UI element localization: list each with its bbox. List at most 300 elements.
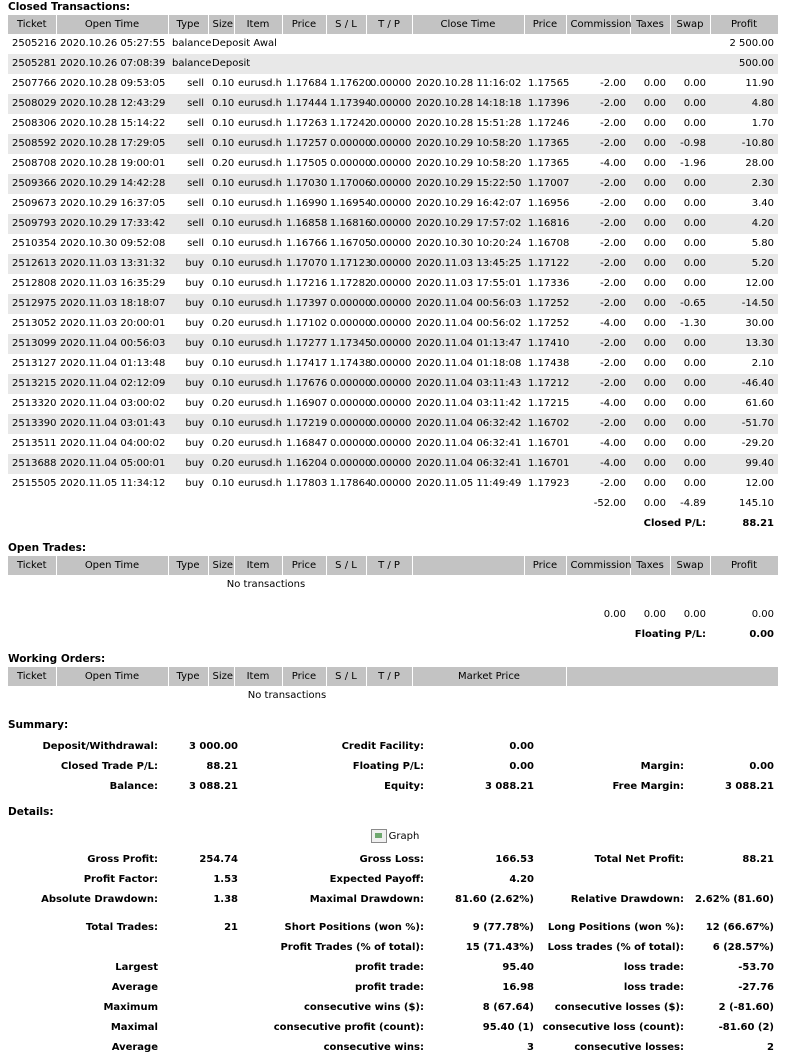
close-time-cell: 2020.11.04 00:56:02 — [416, 318, 522, 329]
ticket-cell: 2505216 — [12, 38, 57, 49]
open-price-cell: 1.17102 — [286, 318, 328, 329]
trade-row — [8, 434, 778, 454]
item-cell: eurusd.h — [234, 214, 282, 234]
column-header — [566, 667, 778, 686]
commission-cell: -2.00 — [566, 294, 630, 314]
tp-cell: 0.00000 — [370, 398, 412, 409]
column-header: Item — [234, 667, 282, 686]
tp-cell: 0.00000 — [366, 134, 412, 154]
column-header: Swap — [670, 15, 710, 34]
open-price-cell: 1.16907 — [286, 398, 328, 409]
open-time-cell: 2020.11.04 01:13:48 — [60, 358, 166, 369]
column-header: Swap — [670, 556, 710, 575]
open-price-cell: 1.16858 — [282, 214, 326, 234]
open-price-cell: 1.17216 — [286, 278, 328, 289]
profit-cell: 4.20 — [710, 214, 778, 234]
commission-cell: -2.00 — [600, 118, 626, 129]
trade-row — [8, 94, 778, 114]
details-label: Total Net Profit: — [594, 854, 684, 865]
close-time-cell: 2020.10.29 10:58:20 — [412, 134, 524, 154]
details-value: 88.21 — [742, 854, 774, 865]
floating-pl-value: 0.00 — [749, 629, 774, 640]
open-time-cell: 2020.10.28 12:43:29 — [56, 94, 168, 114]
ticket-cell: 2513099 — [8, 334, 56, 354]
close-price-cell: 1.17252 — [524, 294, 566, 314]
sl-cell: 1.16954 — [330, 198, 372, 209]
open-price-cell: 1.17676 — [282, 374, 326, 394]
open-price-cell: 1.16204 — [282, 454, 326, 474]
open-time-cell: 2020.10.28 17:29:05 — [56, 134, 168, 154]
details-value: 95.40 (1) — [482, 1022, 534, 1033]
spacer-cell — [8, 494, 566, 514]
sl-cell: 1.17006 — [326, 174, 366, 194]
open-price-cell: 1.16847 — [286, 438, 328, 449]
item-cell: eurusd.h — [238, 78, 283, 89]
balance-row — [8, 34, 778, 54]
close-price-cell: 1.16816 — [524, 214, 566, 234]
open-price-cell: 1.17277 — [282, 334, 326, 354]
balance-label: Balance: — [109, 781, 158, 792]
item-cell: eurusd.h — [238, 358, 283, 369]
type-cell: buy — [168, 414, 208, 434]
sl-cell: 0.00000 — [326, 414, 366, 434]
item-cell: eurusd.h — [238, 438, 283, 449]
summary-table — [8, 737, 778, 797]
commission-cell: -4.00 — [600, 438, 626, 449]
open-empty-row — [8, 575, 778, 595]
profit-cell: 12.00 — [745, 478, 774, 489]
ticket-cell: 2508708 — [12, 158, 57, 169]
details-value: 1.53 — [213, 874, 238, 885]
type-cell: balance — [172, 38, 212, 49]
trade-row — [8, 294, 778, 314]
details-row — [8, 890, 778, 910]
tp-cell: 0.00000 — [370, 438, 412, 449]
swap-cell: 0.00 — [670, 214, 710, 234]
sl-cell: 1.17620 — [330, 78, 372, 89]
commission-cell: -2.00 — [600, 358, 626, 369]
details-row — [8, 1038, 778, 1058]
size-cell: 0.10 — [208, 294, 234, 314]
taxes-cell: 0.00 — [630, 174, 670, 194]
column-header: Size — [208, 556, 234, 575]
column-header: Type — [168, 556, 208, 575]
sl-cell: 1.16705 — [330, 238, 372, 249]
tp-cell: 0.00000 — [370, 78, 412, 89]
details-row — [8, 938, 778, 958]
sl-cell: 0.00000 — [326, 134, 366, 154]
sl-cell: 0.00000 — [330, 318, 372, 329]
deposit-label: Deposit/Withdrawal: — [42, 741, 158, 752]
profit-cell: 500.00 — [710, 54, 778, 74]
item-cell: eurusd.h — [238, 118, 283, 129]
graph-placeholder — [4, 826, 786, 848]
credit-value: 0.00 — [509, 741, 534, 752]
open-price-cell: 1.17030 — [282, 174, 326, 194]
total-profit: 0.00 — [751, 609, 774, 620]
close-time-cell: 2020.10.28 15:51:28 — [416, 118, 522, 129]
trade-row — [8, 174, 778, 194]
column-header: T / P — [366, 667, 412, 686]
swap-cell: 0.00 — [683, 238, 706, 249]
working-empty-row — [8, 686, 778, 706]
close-price-cell: 1.17215 — [528, 398, 570, 409]
column-header: Size — [208, 667, 234, 686]
taxes-cell: 0.00 — [643, 358, 666, 369]
details-label: Long Positions (won %): — [547, 922, 684, 933]
trade-row — [8, 354, 778, 374]
type-cell: sell — [168, 214, 208, 234]
column-header: Profit — [710, 556, 778, 575]
ticket-cell: 2512975 — [8, 294, 56, 314]
item-cell: eurusd.h — [238, 198, 283, 209]
column-header: Commission — [566, 556, 630, 575]
size-cell: 0.10 — [208, 254, 234, 274]
tp-cell: 0.00000 — [370, 278, 412, 289]
commission-cell: -2.00 — [566, 334, 630, 354]
type-cell: sell — [187, 118, 204, 129]
details-value: -27.76 — [738, 982, 774, 993]
type-cell: buy — [168, 294, 208, 314]
size-cell: 0.10 — [212, 238, 235, 249]
profit-cell: -46.40 — [710, 374, 778, 394]
open-time-cell: 2020.10.28 19:00:01 — [60, 158, 166, 169]
details-label: Maximal Drawdown: — [309, 894, 424, 905]
tp-cell: 0.00000 — [370, 238, 412, 249]
close-price-cell: 1.17336 — [528, 278, 570, 289]
open-time-cell: 2020.10.26 07:08:39 — [56, 54, 168, 74]
details-value: 3 — [527, 1042, 534, 1053]
type-cell: buy — [185, 478, 204, 489]
size-cell: 0.10 — [212, 478, 235, 489]
details-value: 166.53 — [495, 854, 534, 865]
open-time-cell: 2020.11.03 13:31:32 — [56, 254, 168, 274]
column-header: Type — [168, 667, 208, 686]
ticket-cell: 2508306 — [12, 118, 57, 129]
column-header: Price — [524, 556, 566, 575]
sl-cell: 1.17394 — [326, 94, 366, 114]
swap-cell: 0.00 — [670, 174, 710, 194]
sl-cell: 0.00000 — [330, 438, 372, 449]
ticket-cell: 2513127 — [12, 358, 57, 369]
details-value: 12 (66.67%) — [705, 922, 774, 933]
details-label: loss trade: — [623, 962, 684, 973]
details-label: consecutive wins: — [323, 1042, 424, 1053]
column-header: S / L — [326, 15, 366, 34]
closed-transactions-table — [8, 15, 779, 534]
commission-cell: -4.00 — [600, 158, 626, 169]
open-price-cell: 1.17417 — [286, 358, 328, 369]
sl-cell: 0.00000 — [326, 374, 366, 394]
working-orders-title: Working Orders: — [8, 653, 106, 665]
deposit-value: 3 000.00 — [188, 741, 238, 752]
open-price-cell: 1.17263 — [286, 118, 328, 129]
profit-cell: 5.80 — [751, 238, 774, 249]
profit-cell: 12.00 — [745, 278, 774, 289]
open-time-cell: 2020.11.05 11:34:12 — [60, 478, 166, 489]
swap-cell: 0.00 — [683, 478, 706, 489]
close-time-cell: 2020.11.03 13:45:25 — [412, 254, 524, 274]
close-price-cell: 1.17365 — [524, 134, 566, 154]
swap-cell: 0.00 — [670, 374, 710, 394]
spacer-cell — [524, 575, 778, 595]
taxes-cell: 0.00 — [630, 334, 670, 354]
open-price-cell: 1.17397 — [282, 294, 326, 314]
close-time-cell: 2020.10.28 14:18:18 — [412, 94, 524, 114]
open-time-cell: 2020.10.26 05:27:55 — [60, 38, 166, 49]
details-label: Average — [111, 982, 158, 993]
details-label: Profit Trades (% of total): — [280, 942, 424, 953]
size-cell: 0.10 — [208, 174, 234, 194]
tp-cell: 0.00000 — [370, 158, 412, 169]
details-row — [8, 998, 778, 1018]
type-cell: buy — [185, 438, 204, 449]
taxes-cell: 0.00 — [630, 254, 670, 274]
details-label: Gross Profit: — [87, 854, 158, 865]
item-cell: eurusd.h — [234, 454, 282, 474]
details-row — [8, 1018, 778, 1038]
profit-cell: 2.30 — [710, 174, 778, 194]
close-price-cell: 1.16702 — [524, 414, 566, 434]
tp-cell: 0.00000 — [370, 318, 412, 329]
open-time-cell: 2020.10.29 16:37:05 — [60, 198, 166, 209]
type-cell: buy — [185, 398, 204, 409]
column-header: Ticket — [8, 667, 56, 686]
tp-cell: 0.00000 — [370, 358, 412, 369]
details-value — [162, 938, 242, 958]
details-label: Expected Payoff: — [329, 874, 424, 885]
type-cell: sell — [168, 174, 208, 194]
taxes-cell: 0.00 — [630, 94, 670, 114]
open-price-cell: 1.16990 — [286, 198, 328, 209]
close-time-cell: 2020.11.04 03:11:42 — [416, 398, 522, 409]
swap-cell: 0.00 — [683, 278, 706, 289]
details-label: Total Trades: — [85, 922, 158, 933]
open-price-cell: 1.17505 — [286, 158, 328, 169]
spacer-cell — [8, 595, 778, 605]
taxes-cell: 0.00 — [643, 318, 666, 329]
profit-cell: -51.70 — [710, 414, 778, 434]
taxes-cell: 0.00 — [630, 294, 670, 314]
details-label: Relative Drawdown: — [570, 894, 684, 905]
commission-cell: -2.00 — [566, 134, 630, 154]
close-price-cell: 1.17923 — [528, 478, 570, 489]
size-cell: 0.20 — [212, 318, 235, 329]
column-header — [412, 556, 524, 575]
details-row — [8, 870, 778, 890]
column-header: T / P — [366, 15, 412, 34]
close-time-cell: 2020.11.03 17:55:01 — [416, 278, 522, 289]
trade-row — [8, 474, 778, 494]
open-price-cell: 1.17219 — [282, 414, 326, 434]
ticket-cell: 2512613 — [8, 254, 56, 274]
ticket-cell: 2505281 — [8, 54, 56, 74]
profit-cell: 4.80 — [710, 94, 778, 114]
details-value: -81.60 (2) — [718, 1022, 774, 1033]
details-label: loss trade: — [623, 982, 684, 993]
close-price-cell: 1.17122 — [524, 254, 566, 274]
swap-cell: 0.00 — [670, 414, 710, 434]
details-label: Gross Loss: — [359, 854, 424, 865]
type-cell: sell — [187, 198, 204, 209]
tp-cell: 0.00000 — [366, 94, 412, 114]
column-header: Market Price — [412, 667, 566, 686]
close-price-cell: 1.17212 — [524, 374, 566, 394]
swap-cell: 0.00 — [683, 438, 706, 449]
details-value — [162, 1018, 242, 1038]
item-cell: eurusd.h — [238, 278, 283, 289]
type-cell: sell — [168, 134, 208, 154]
details-label: consecutive losses: — [574, 1042, 684, 1053]
details-value: 95.40 — [502, 962, 534, 973]
sl-cell: 1.16816 — [326, 214, 366, 234]
open-time-cell: 2020.11.04 02:12:09 — [56, 374, 168, 394]
open-time-cell: 2020.11.04 05:00:01 — [56, 454, 168, 474]
close-time-cell: 2020.11.04 03:11:43 — [412, 374, 524, 394]
equity-value: 3 088.21 — [484, 781, 534, 792]
type-cell: buy — [185, 278, 204, 289]
details-value: 8 (67.64) — [482, 1002, 534, 1013]
size-cell: 0.10 — [212, 118, 235, 129]
equity-label: Equity: — [384, 781, 424, 792]
ticket-cell: 2513390 — [8, 414, 56, 434]
close-price-cell: 1.17365 — [528, 158, 570, 169]
details-row — [8, 918, 778, 938]
open-time-cell: 2020.10.28 09:53:05 — [60, 78, 166, 89]
column-header: Item — [234, 15, 282, 34]
details-row — [8, 850, 778, 870]
trade-row — [8, 314, 778, 334]
item-cell: eurusd.h — [238, 238, 283, 249]
closed-transactions-title: Closed Transactions: — [8, 1, 131, 13]
details-label: Largest — [115, 962, 158, 973]
details-value: 2 (-81.60) — [718, 1002, 774, 1013]
margin-value: 0.00 — [749, 761, 774, 772]
description-cell: Deposit Awal — [212, 38, 277, 49]
tp-cell: 0.00000 — [366, 214, 412, 234]
item-cell: eurusd.h — [234, 414, 282, 434]
summary-title: Summary: — [8, 719, 69, 731]
balance-row — [8, 54, 778, 74]
details-value: 16.98 — [502, 982, 534, 993]
tp-cell: 0.00000 — [366, 374, 412, 394]
swap-cell: -0.98 — [670, 134, 710, 154]
close-price-cell: 1.17246 — [528, 118, 570, 129]
taxes-cell: 0.00 — [630, 374, 670, 394]
details-value: 1.38 — [213, 894, 238, 905]
commission-cell: -2.00 — [566, 254, 630, 274]
total-commission: -52.00 — [593, 498, 626, 509]
sl-cell: 0.00000 — [330, 158, 372, 169]
open-blank-row — [8, 595, 778, 605]
ticket-cell: 2513688 — [8, 454, 56, 474]
open-time-cell: 2020.10.28 15:14:22 — [60, 118, 166, 129]
ticket-cell: 2515505 — [12, 478, 57, 489]
swap-cell: -1.30 — [680, 318, 706, 329]
details-label: Loss trades (% of total): — [547, 942, 684, 953]
details-label: consecutive losses ($): — [554, 1002, 684, 1013]
swap-cell: 0.00 — [683, 398, 706, 409]
close-time-cell: 2020.10.29 16:42:07 — [416, 198, 522, 209]
taxes-cell: 0.00 — [643, 438, 666, 449]
close-price-cell: 1.16956 — [528, 198, 570, 209]
commission-cell: -2.00 — [600, 198, 626, 209]
commission-cell: -4.00 — [566, 454, 630, 474]
details-label: Short Positions (won %): — [284, 922, 424, 933]
balance-value: 3 088.21 — [188, 781, 238, 792]
item-cell: eurusd.h — [234, 334, 282, 354]
size-cell: 0.10 — [212, 198, 235, 209]
details-value: 21 — [224, 922, 238, 933]
closed-pl-label: Closed Trade P/L: — [60, 761, 158, 772]
tp-cell: 0.00000 — [366, 174, 412, 194]
trade-row — [8, 114, 778, 134]
details-label: consecutive profit (count): — [273, 1022, 424, 1033]
sl-cell: 1.17242 — [330, 118, 372, 129]
close-time-cell: 2020.10.29 17:57:02 — [412, 214, 524, 234]
taxes-cell: 0.00 — [643, 398, 666, 409]
details-label: consecutive wins ($): — [303, 1002, 424, 1013]
swap-cell: 0.00 — [670, 94, 710, 114]
sl-cell: 0.00000 — [326, 454, 366, 474]
total-profit: 145.10 — [739, 498, 774, 509]
profit-cell: 13.30 — [710, 334, 778, 354]
ticket-cell: 2509673 — [12, 198, 57, 209]
open-time-cell: 2020.10.29 17:33:42 — [56, 214, 168, 234]
taxes-cell: 0.00 — [630, 214, 670, 234]
open-totals-row — [8, 605, 778, 625]
details-label: consecutive loss (count): — [542, 1022, 684, 1033]
swap-cell: 0.00 — [683, 118, 706, 129]
column-header: S / L — [326, 556, 366, 575]
sl-cell: 1.17282 — [330, 278, 372, 289]
details-table — [8, 850, 778, 1058]
swap-cell: -1.96 — [680, 158, 706, 169]
sl-cell: 1.17123 — [326, 254, 366, 274]
spacer-cell — [8, 625, 566, 645]
size-cell: 0.10 — [208, 414, 234, 434]
details-label: Maximal — [110, 1022, 158, 1033]
size-cell: 0.10 — [208, 214, 234, 234]
item-cell: eurusd.h — [238, 158, 283, 169]
close-price-cell: 1.16708 — [528, 238, 570, 249]
column-header: Commission — [566, 15, 630, 34]
open-price-cell: 1.17444 — [282, 94, 326, 114]
column-header: S / L — [326, 667, 366, 686]
commission-cell: -2.00 — [600, 478, 626, 489]
broken-image-icon — [371, 829, 387, 843]
size-cell: 0.10 — [212, 78, 235, 89]
trade-row — [8, 274, 778, 294]
taxes-cell: 0.00 — [643, 238, 666, 249]
size-cell: 0.10 — [212, 358, 235, 369]
tp-cell: 0.00000 — [366, 454, 412, 474]
graph-alt-text: Graph — [388, 831, 420, 842]
type-cell: buy — [168, 334, 208, 354]
close-time-cell: 2020.11.04 00:56:03 — [412, 294, 524, 314]
type-cell: buy — [185, 358, 204, 369]
free-margin-label: Free Margin: — [612, 781, 684, 792]
no-transactions-text: No transactions — [226, 579, 306, 590]
size-cell: 0.20 — [212, 158, 235, 169]
open-time-cell: 2020.11.04 04:00:02 — [60, 438, 166, 449]
details-row — [8, 958, 778, 978]
close-price-cell: 1.17565 — [528, 78, 570, 89]
free-margin-value: 3 088.21 — [724, 781, 774, 792]
sl-cell: 0.00000 — [330, 398, 372, 409]
column-header: Ticket — [8, 556, 56, 575]
details-row — [8, 978, 778, 998]
